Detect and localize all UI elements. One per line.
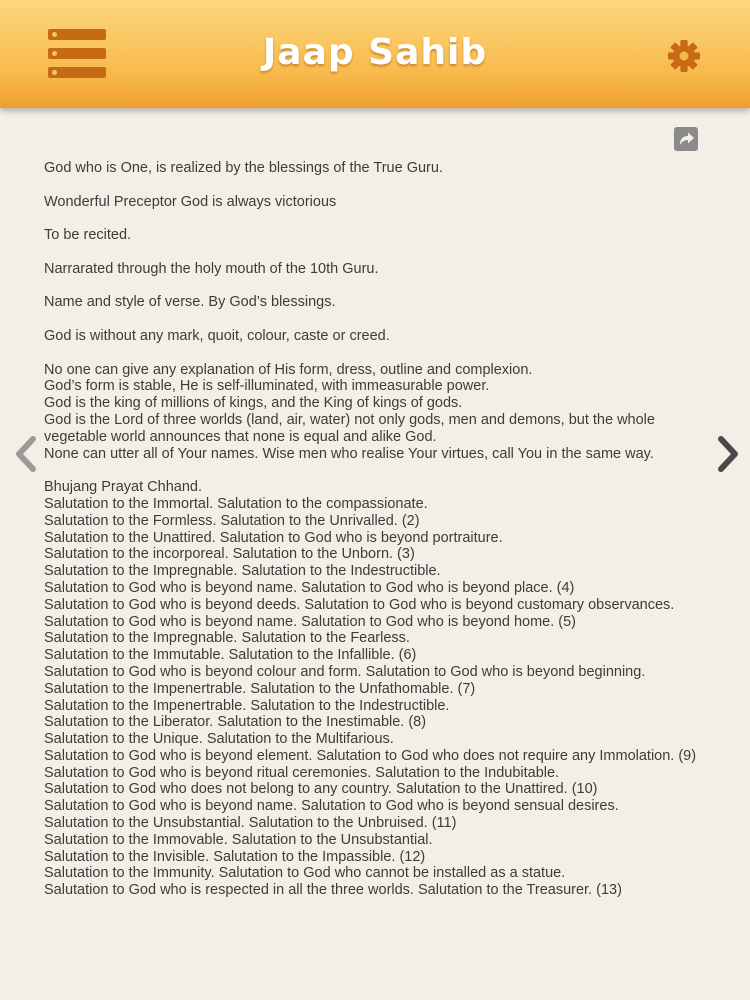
text-line: No one can give any explanation of His form, dress, outline and complexion. bbox=[44, 361, 533, 378]
page-title: Jaap Sahib bbox=[262, 32, 488, 73]
text-line: Salutation to the Immortal. Salutation to the compassionate. bbox=[44, 495, 428, 512]
text-paragraph bbox=[44, 479, 714, 899]
text-line: Salutation to the Invisible. Salutation to the Impassible. (12) bbox=[44, 848, 426, 865]
chevron-right-icon[interactable] bbox=[716, 436, 742, 472]
text-paragraph bbox=[44, 194, 714, 211]
text-line: Salutation to God who does not belong to any country. Salutation to the Unattired. (10) bbox=[44, 781, 598, 798]
text-line: Bhujang Prayat Chhand. bbox=[44, 479, 202, 496]
text-line: Narrarated through the holy mouth of the 10th Guru. bbox=[44, 260, 379, 277]
text-line: vegetable world announces that none is equal and alike God. bbox=[44, 428, 437, 445]
text-line: Salutation to the Impregnable. Salutation to the Indestructible. bbox=[44, 563, 441, 580]
gear-icon[interactable] bbox=[668, 40, 700, 72]
text-line: God is the Lord of three worlds (land, air, water) not only gods, men and demons, but the whole bbox=[44, 411, 655, 428]
text-line: Salutation to God who is respected in all the three worlds. Salutation to the Treasurer. (13) bbox=[44, 882, 622, 899]
text-line: Salutation to God who is beyond element. Salutation to God who does not require any Immolation. (9) bbox=[44, 747, 697, 764]
text-line: Salutation to the Impenertrable. Salutation to the Unfathomable. (7) bbox=[44, 680, 476, 697]
text-line: Salutation to God who is beyond name. Salutation to God who is beyond place. (4) bbox=[44, 579, 575, 596]
text-paragraph bbox=[44, 160, 714, 177]
text-line: God’s form is stable, He is self-illuminated, with immeasurable power. bbox=[44, 378, 490, 395]
text-paragraph bbox=[44, 261, 714, 278]
text-line: Name and style of verse. By God’s blessings. bbox=[44, 294, 336, 311]
text-line: God who is One, is realized by the blessings of the True Guru. bbox=[44, 160, 443, 176]
text-line: God is without any mark, quoit, colour, caste or creed. bbox=[44, 327, 390, 344]
share-icon[interactable] bbox=[674, 127, 698, 151]
scripture-text bbox=[44, 160, 714, 916]
text-line: Salutation to God who is beyond name. Salutation to God who is beyond sensual desires. bbox=[44, 798, 619, 815]
text-line: Salutation to the Unsubstantial. Salutation to the Unbruised. (11) bbox=[44, 815, 457, 832]
text-paragraph bbox=[44, 328, 714, 345]
text-line: Salutation to the Immutable. Salutation to the Infallible. (6) bbox=[44, 647, 417, 664]
text-line: God is the king of millions of kings, and the King of kings of gods. bbox=[44, 395, 463, 412]
text-line: Salutation to God who is beyond colour and form. Salutation to God who is beyond beginning. bbox=[44, 663, 646, 680]
text-line: Salutation to the Impregnable. Salutation to the Fearless. bbox=[44, 630, 410, 647]
text-paragraph bbox=[44, 294, 714, 311]
text-line: Salutation to God who is beyond ritual ceremonies. Salutation to the Indubitable. bbox=[44, 764, 560, 781]
text-line: None can utter all of Your names. Wise men who realise Your virtues, call You in the same way. bbox=[44, 445, 654, 462]
text-line: Salutation to God who is beyond name. Salutation to God who is beyond home. (5) bbox=[44, 613, 576, 630]
text-paragraph bbox=[44, 362, 714, 463]
text-line: Wonderful Preceptor God is always victorious bbox=[44, 193, 337, 210]
text-line: Salutation to the Impenertrable. Salutation to the Indestructible. bbox=[44, 697, 450, 714]
text-line: Salutation to the Formless. Salutation to the Unrivalled. (2) bbox=[44, 512, 420, 529]
text-line: Salutation to the Immovable. Salutation to the Unsubstantial. bbox=[44, 831, 433, 848]
text-line: To be recited. bbox=[44, 227, 132, 244]
text-line: Salutation to the Liberator. Salutation to the Inestimable. (8) bbox=[44, 714, 427, 731]
text-line: Salutation to the Unique. Salutation to the Multifarious. bbox=[44, 731, 394, 748]
text-line: Salutation to God who is beyond deeds. Salutation to God who is beyond customary observances. bbox=[44, 596, 675, 613]
chevron-left-icon[interactable] bbox=[12, 436, 38, 472]
text-line: Salutation to the incorporeal. Salutation to the Unborn. (3) bbox=[44, 546, 415, 563]
text-line: Salutation to the Immunity. Salutation to God who cannot be installed as a statue. bbox=[44, 865, 566, 882]
text-line: Salutation to the Unattired. Salutation to God who is beyond portraiture. bbox=[44, 529, 503, 546]
app-header bbox=[0, 0, 750, 108]
text-paragraph bbox=[44, 227, 714, 244]
